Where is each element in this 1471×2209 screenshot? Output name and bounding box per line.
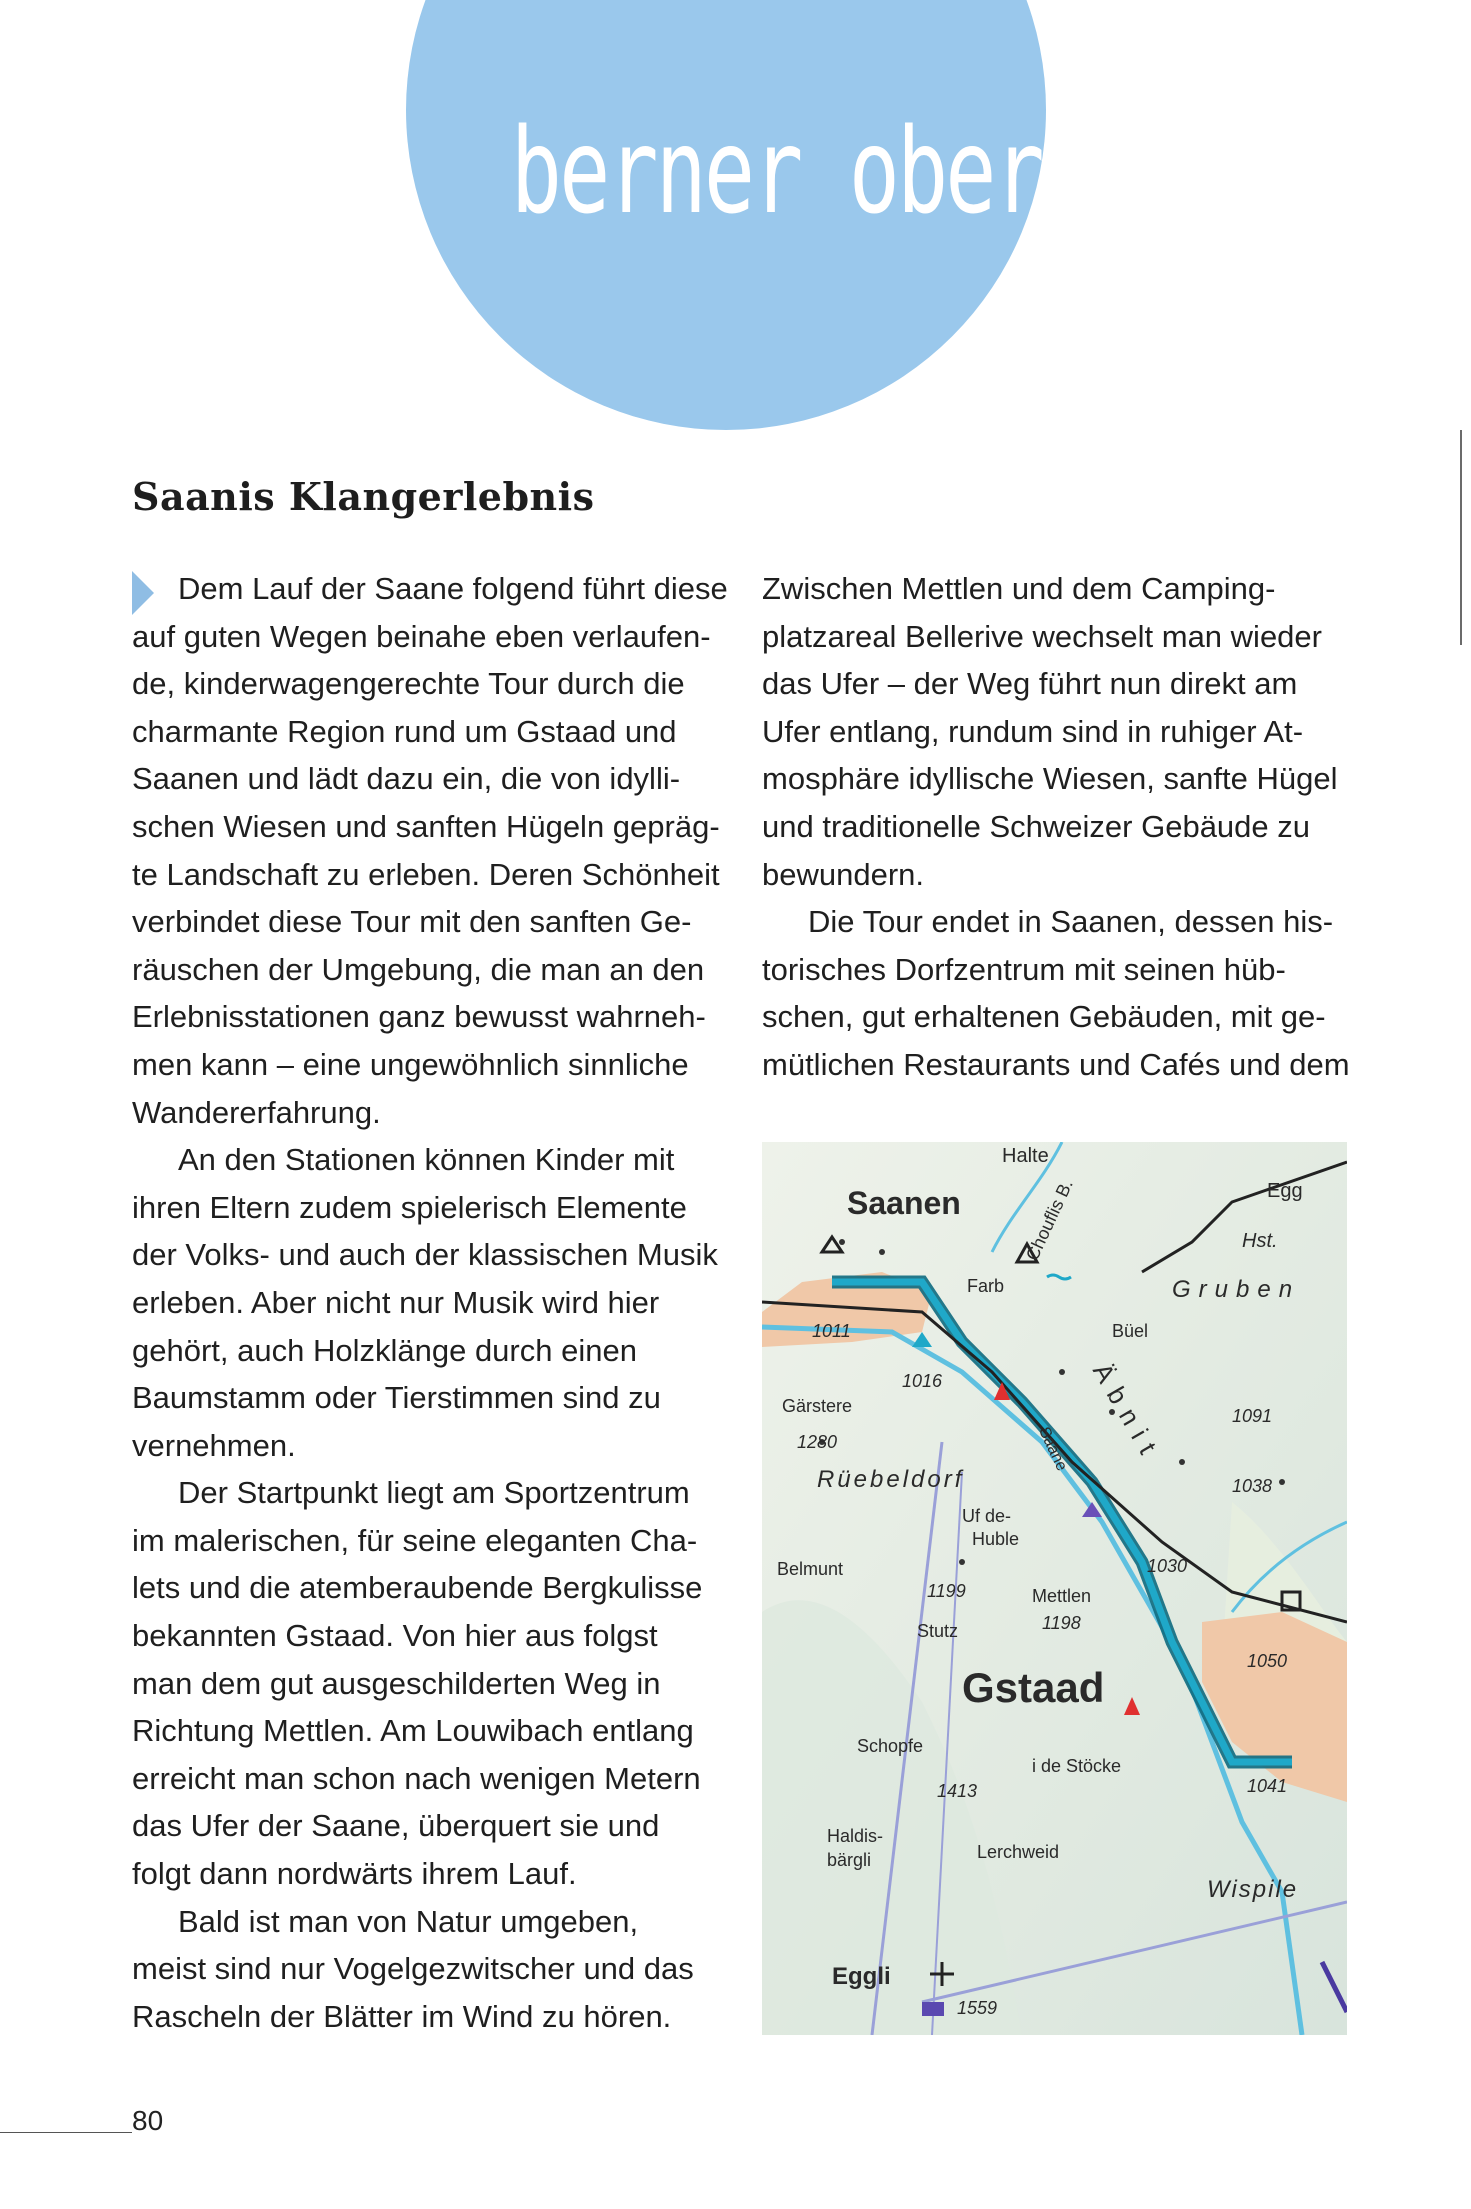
text-line: bekannten Gstaad. Von hier aus folgst xyxy=(132,1618,658,1654)
text-line: gehört, auch Holzklänge durch einen xyxy=(132,1332,637,1368)
text-line: das Ufer der Saane, überquert sie und xyxy=(132,1808,660,1844)
map-label-ebnit: Äbnit xyxy=(1087,1357,1168,1468)
text-line: de, kinderwagengerechte Tour durch die xyxy=(132,666,685,702)
map-label-mettlen: Mettlen xyxy=(1032,1586,1092,1606)
map-label-wispile: Wispile xyxy=(1207,1876,1299,1903)
map-label-saanen: Saanen xyxy=(847,1185,961,1221)
text-line: bewundern. xyxy=(762,856,925,892)
cable-station-icon xyxy=(922,2002,944,2016)
map-label-elev-1199: 1199 xyxy=(927,1581,966,1601)
text-line: lets und die atemberaubende Bergkulisse xyxy=(132,1570,703,1606)
map-label-halte: Halte xyxy=(1002,1145,1049,1167)
map-dot xyxy=(1179,1459,1185,1465)
text-line: Die Tour endet in Saanen, dessen his- xyxy=(808,904,1334,940)
map-label-elev-1091: 1091 xyxy=(1232,1406,1273,1426)
text-line: Baumstamm oder Tierstimmen sind zu xyxy=(132,1380,661,1416)
text-line: Bald ist man von Natur umgeben, xyxy=(178,1903,639,1939)
text-line: mosphäre idyllische Wiesen, sanfte Hügel xyxy=(762,761,1338,797)
map-label-elev-1030: 1030 xyxy=(1147,1556,1188,1576)
text-line: auf guten Wegen beinahe eben verlaufen- xyxy=(132,618,711,654)
text-line: und traditionelle Schweizer Gebäude zu xyxy=(762,808,1311,844)
edge-marker xyxy=(1460,430,1462,645)
text-line: folgt dann nordwärts ihrem Lauf. xyxy=(132,1856,577,1892)
text-line: torisches Dorfzentrum mit seinen hüb- xyxy=(762,951,1286,987)
text-line: platzareal Bellerive wechselt man wieder xyxy=(762,618,1322,654)
map-label-lerchweid: Lerchweid xyxy=(977,1842,1060,1862)
map-label-elev-1280: 1280 xyxy=(797,1432,838,1452)
map-label-belmunt: Belmunt xyxy=(777,1559,844,1579)
footer-rule xyxy=(0,2132,132,2133)
text-line: Dem Lauf der Saane folgend führt diese xyxy=(178,571,728,606)
text-line: Richtung Mettlen. Am Louwibach entlang xyxy=(132,1713,694,1749)
map-label-elev-1198: 1198 xyxy=(1042,1613,1081,1633)
map-dot xyxy=(839,1239,845,1245)
map-label-buel: Büel xyxy=(1112,1321,1149,1341)
region-title: berner oberland xyxy=(510,102,1235,240)
map-label-egg: Egg xyxy=(1267,1180,1303,1202)
map-label-idestoecke: i de Stöcke xyxy=(1032,1756,1122,1776)
map-label-haldis-1: Haldis- xyxy=(827,1826,884,1846)
map-label-farb: Farb xyxy=(967,1276,1005,1296)
route-map xyxy=(762,1142,1347,2035)
map-dot xyxy=(959,1559,965,1565)
map-label-chouflis: Chouflis B. xyxy=(1022,1176,1077,1264)
map-label-elev-1050: 1050 xyxy=(1247,1651,1288,1671)
text-line: Der Startpunkt liegt am Sportzentrum xyxy=(178,1475,690,1511)
text-line: der Volks- und auch der klassischen Musik xyxy=(132,1237,718,1273)
text-line: charmante Region rund um Gstaad und xyxy=(132,713,677,749)
text-line: te Landschaft zu erleben. Deren Schönheit xyxy=(132,856,720,892)
text-line: das Ufer – der Weg führt nun direkt am xyxy=(762,666,1298,702)
text-line: ihren Eltern zudem spielerisch Elemente xyxy=(132,1189,687,1225)
text-column-right xyxy=(762,565,1362,1089)
text-line: schen, gut erhaltenen Gebäuden, mit ge- xyxy=(762,999,1326,1035)
map-label-saane: Saane xyxy=(1035,1424,1071,1474)
text-line: im malerischen, für seine eleganten Cha- xyxy=(132,1522,698,1558)
article-title: Saanis Klangerlebnis xyxy=(132,474,595,519)
text-line: man dem gut ausgeschilderten Weg in xyxy=(132,1665,661,1701)
map-label-elev-1011: 1011 xyxy=(812,1321,851,1341)
map-label-gstaad: Gstaad xyxy=(962,1664,1105,1711)
map-label-ufdehuble-2: Huble xyxy=(972,1529,1020,1549)
map-label-haldis-2: bärgli xyxy=(827,1850,872,1870)
map-label-elev-1016: 1016 xyxy=(902,1371,943,1391)
map-dot xyxy=(879,1249,885,1255)
map-label-stutz: Stutz xyxy=(917,1621,959,1641)
map-label-ufdehuble-1: Uf de- xyxy=(962,1506,1012,1526)
map-label-elev-1413: 1413 xyxy=(937,1781,978,1801)
text-line: erreicht man schon nach wenigen Metern xyxy=(132,1760,701,1796)
map-label-gruben: Gruben xyxy=(1172,1276,1301,1303)
text-line: schen Wiesen und sanften Hügeln gepräg- xyxy=(132,808,720,844)
map-label-gaerstere: Gärstere xyxy=(782,1396,853,1416)
text-line: vernehmen. xyxy=(132,1427,296,1463)
text-line: men kann – eine ungewöhnlich sinnliche xyxy=(132,1046,689,1082)
page-number: 80 xyxy=(132,2105,164,2136)
text-line: meist sind nur Vogelgezwitscher und das xyxy=(132,1951,694,1987)
text-column-left xyxy=(132,565,732,2040)
map-label-schopfe: Schopfe xyxy=(857,1736,924,1756)
text-line: An den Stationen können Kinder mit xyxy=(178,1142,675,1178)
map-label-eggli: Eggli xyxy=(832,1963,891,1990)
text-line: Erlebnisstationen ganz bewusst wahrneh- xyxy=(132,999,706,1035)
map-label-elev-1038: 1038 xyxy=(1232,1476,1273,1496)
text-line: Saanen und lädt dazu ein, die von idylli- xyxy=(132,761,681,797)
text-line: räuschen der Umgebung, die man an den xyxy=(132,951,705,987)
map-label-hst: Hst. xyxy=(1242,1230,1278,1252)
text-line: Zwischen Mettlen und dem Camping- xyxy=(762,571,1276,606)
map-label-rueebeldorf: Rüebeldorf xyxy=(817,1466,965,1493)
map-label-elev-1041: 1041 xyxy=(1247,1776,1288,1796)
map-dot xyxy=(1059,1369,1065,1375)
map-dot xyxy=(1279,1479,1285,1485)
text-line: Rascheln der Blätter im Wind zu hören. xyxy=(132,1998,672,2034)
text-line: Ufer entlang, rundum sind in ruhiger At- xyxy=(762,713,1304,749)
map-label-elev-1559: 1559 xyxy=(957,1998,998,2018)
text-line: verbindet diese Tour mit den sanften Ge- xyxy=(132,904,692,940)
text-line: erleben. Aber nicht nur Musik wird hier xyxy=(132,1284,660,1320)
text-line: Wandererfahrung. xyxy=(132,1094,381,1130)
text-line: mütlichen Restaurants und Cafés und dem xyxy=(762,1046,1350,1082)
